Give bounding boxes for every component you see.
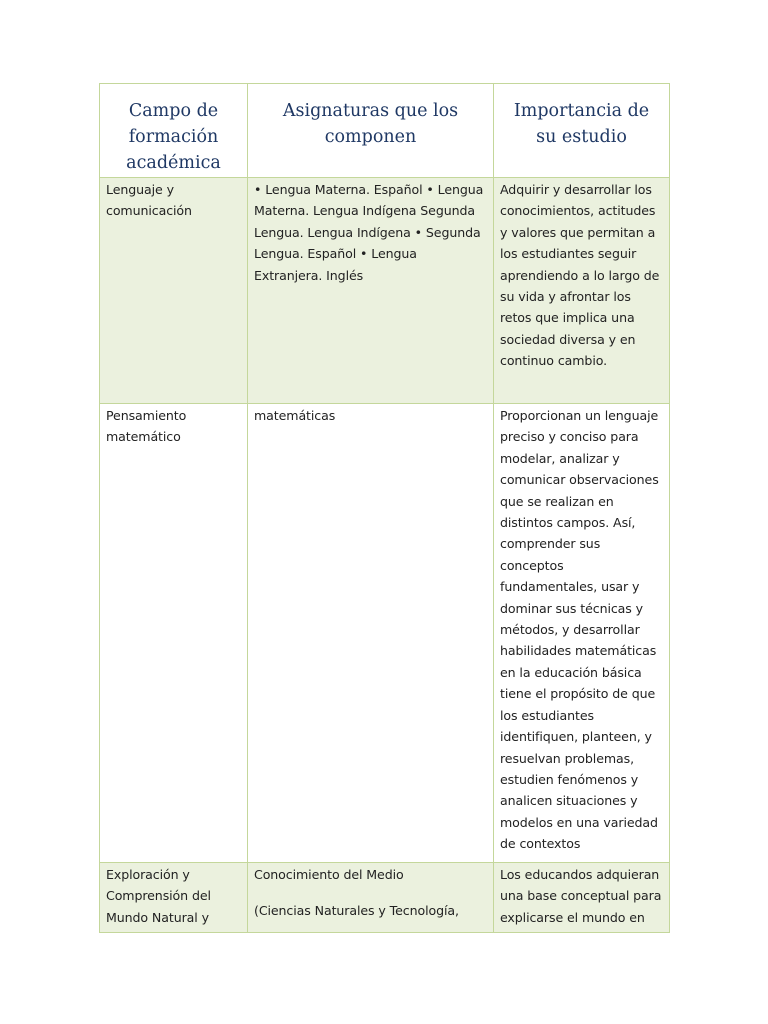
table-row bbox=[100, 404, 670, 863]
cell-importancia-text: Proporcionan un lenguaje preciso y conciso para modelar, analizar y comunicar observaciones que se realizan en distintos campos. Así, comprender sus conceptos fundamentales, usar y dominar sus técnicas y métodos, y desarrollar habilidades matemáticas en la educación básica tiene el propósito de que los estudiantes identifiquen, planteen, y resuelvan problemas, estudien fenómenos y analicen situaciones y modelos en una variedad de contextos bbox=[500, 408, 659, 852]
cell-campo bbox=[100, 863, 248, 933]
header-asignaturas-text: Asignaturas que los componen bbox=[282, 101, 459, 147]
cell-asignaturas-text: • Lengua Materna. Español • Lengua Materna. Lengua Indígena Segunda Lengua. Lengua Indígena • Segunda Lengua. Español • Lengua Extranjera. Inglés bbox=[254, 182, 484, 283]
header-asignaturas bbox=[248, 84, 494, 178]
cell-campo-text: Lenguaje y comunicación bbox=[106, 182, 192, 219]
cell-asignaturas-text-2: (Ciencias Naturales y Tecnología, bbox=[254, 903, 459, 919]
table-header-row bbox=[100, 84, 670, 178]
header-importancia-text: Importancia de su estudio bbox=[513, 101, 650, 147]
curriculum-table bbox=[99, 83, 670, 933]
cell-asignaturas bbox=[248, 863, 494, 933]
header-campo-text: Campo de formación académica bbox=[126, 101, 221, 173]
cell-asignaturas bbox=[248, 178, 494, 404]
header-campo bbox=[100, 84, 248, 178]
cell-campo-text: Exploración y Comprensión del Mundo Natural y bbox=[106, 867, 211, 925]
cell-asignaturas bbox=[248, 404, 494, 863]
cell-campo bbox=[100, 404, 248, 863]
cell-asignaturas-text: matemáticas bbox=[254, 408, 336, 423]
table-row bbox=[100, 863, 670, 933]
cell-campo-text: Pensamiento matemático bbox=[106, 408, 187, 445]
cell-asignaturas-text: Conocimiento del Medio bbox=[254, 867, 404, 882]
cell-importancia bbox=[494, 404, 670, 863]
cell-importancia bbox=[494, 863, 670, 933]
cell-importancia bbox=[494, 178, 670, 404]
cell-campo bbox=[100, 178, 248, 404]
table-row bbox=[100, 178, 670, 404]
cell-importancia-text: Los educandos adquieran una base conceptual para explicarse el mundo en bbox=[500, 867, 662, 925]
header-importancia bbox=[494, 84, 670, 178]
cell-importancia-text: Adquirir y desarrollar los conocimientos, actitudes y valores que permitan a los estudiantes seguir aprendiendo a lo largo de su vida y afrontar los retos que implica una sociedad diversa y en continuo cambio. bbox=[500, 182, 660, 369]
